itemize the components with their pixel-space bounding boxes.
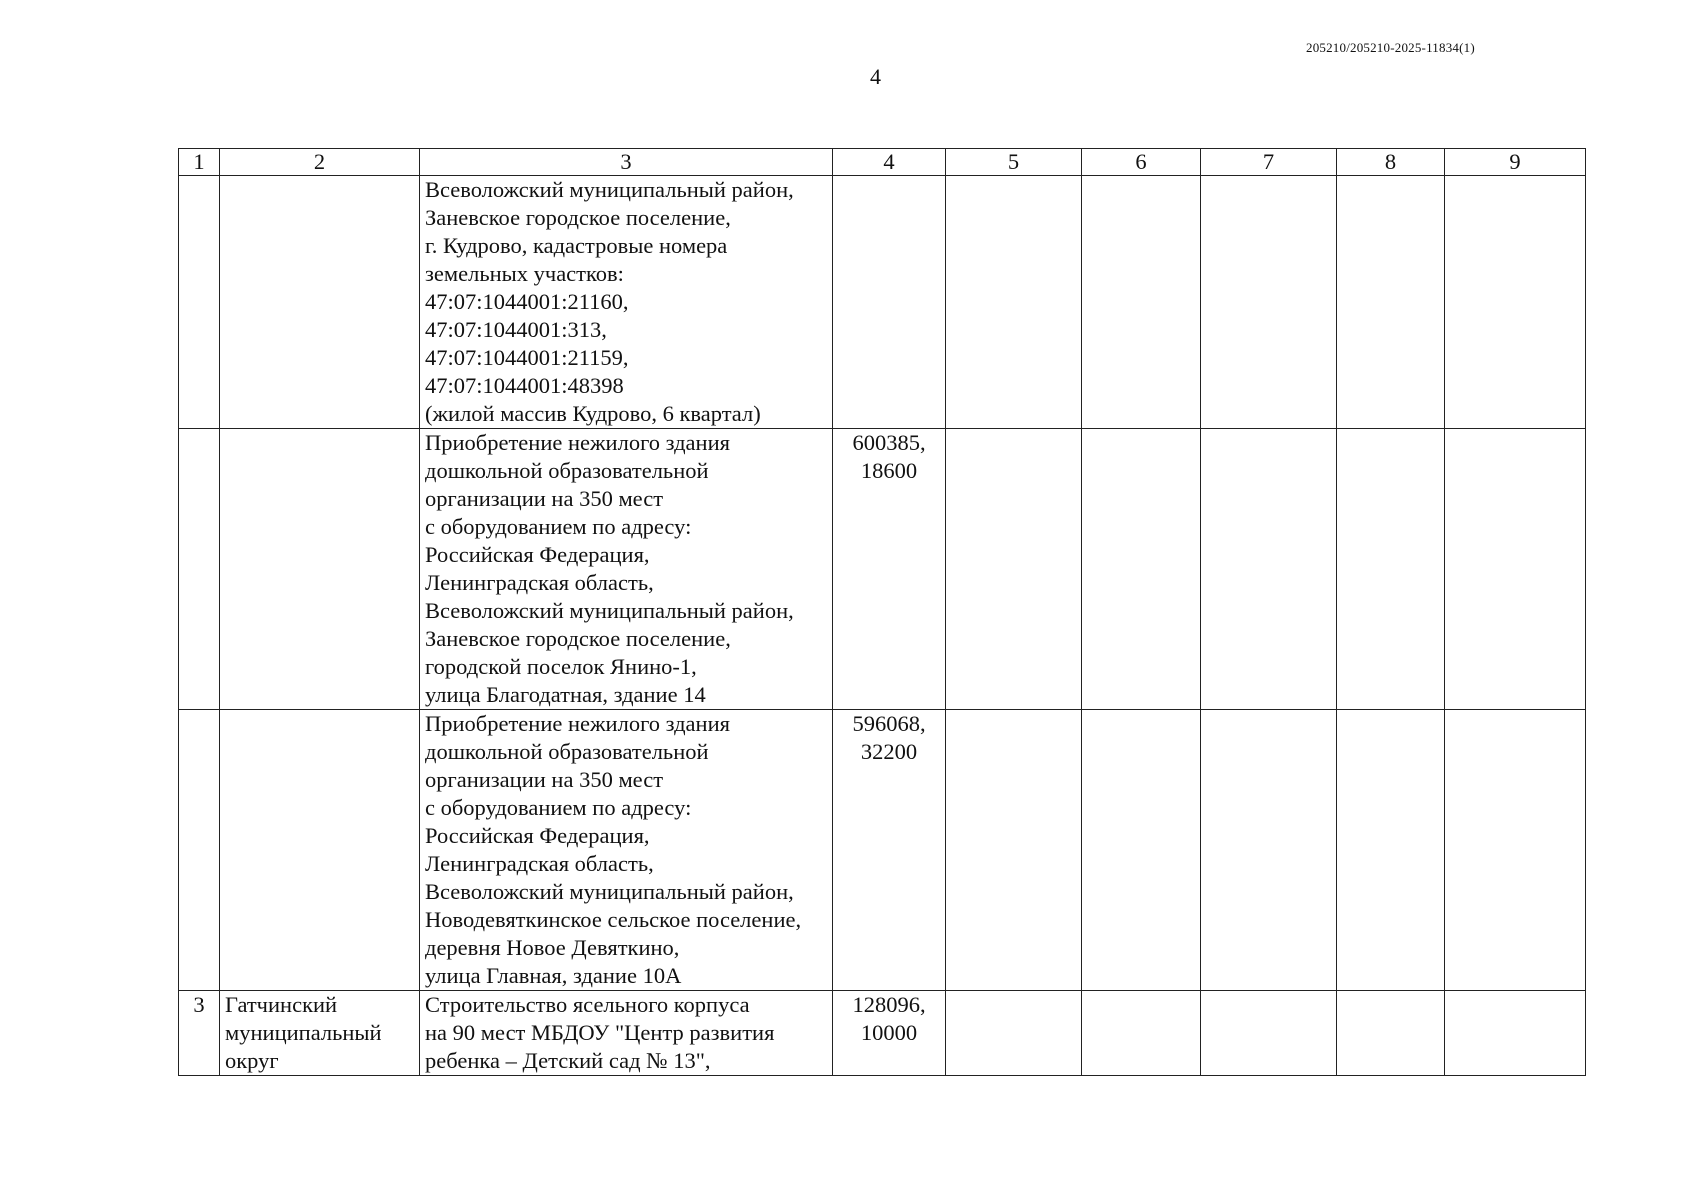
empty-cell [1082, 991, 1201, 1076]
district-cell [220, 429, 420, 710]
district-line: муниципальный [225, 1020, 382, 1045]
description-line: Всеволожский муниципальный район, [425, 598, 794, 623]
description-line: Ленинградская область, [425, 570, 654, 595]
empty-cell [946, 991, 1082, 1076]
description-line: Всеволожский муниципальный район, [425, 879, 794, 904]
empty-cell [1201, 710, 1337, 991]
column-header: 6 [1082, 149, 1201, 176]
row-number-cell: 3 [179, 991, 220, 1076]
district-line: округ [225, 1048, 279, 1073]
empty-cell [1082, 710, 1201, 991]
description-line: дошкольной образовательной [425, 458, 709, 483]
description-line: дошкольной образовательной [425, 739, 709, 764]
description-cell [420, 991, 833, 1076]
empty-cell [1337, 429, 1445, 710]
description-line: Приобретение нежилого здания [425, 711, 730, 736]
description-line: Заневское городское поселение, [425, 626, 731, 651]
description-line: г. Кудрово, кадастровые номера [425, 233, 728, 258]
row-number-cell [179, 176, 220, 429]
amount-cell [833, 176, 946, 429]
column-header: 2 [220, 149, 420, 176]
amount-line: 10000 [860, 1020, 918, 1045]
description-line: 47:07:1044001:48398 [425, 373, 624, 398]
district-cell [220, 710, 420, 991]
description-line: улица Благодатная, здание 14 [425, 682, 706, 707]
empty-cell [1201, 176, 1337, 429]
description-line: 47:07:1044001:313, [425, 317, 607, 342]
empty-cell [1201, 991, 1337, 1076]
description-line: Российская Федерация, [425, 823, 650, 848]
description-line: на 90 мест МБДОУ "Центр развития [425, 1020, 775, 1045]
page-number: 4 [870, 64, 881, 89]
column-header: 1 [179, 149, 220, 176]
description-line: с оборудованием по адресу: [425, 795, 692, 820]
empty-cell [1445, 176, 1586, 429]
description-line: деревня Новое Девяткино, [425, 935, 680, 960]
description-cell [420, 176, 833, 429]
description-line: Строительство ясельного корпуса [425, 992, 750, 1017]
empty-cell [946, 176, 1082, 429]
empty-cell [1445, 991, 1586, 1076]
data-table [178, 148, 1586, 1076]
description-line: Всеволожский муниципальный район, [425, 177, 794, 202]
description-line: с оборудованием по адресу: [425, 514, 692, 539]
document-registration-number: 205210/205210-2025-11834(1) [1306, 40, 1475, 55]
amount-line: 18600 [860, 458, 918, 483]
table-row [179, 991, 1586, 1076]
table-row [179, 176, 1586, 429]
description-line: Новодевяткинское сельское поселение, [425, 907, 802, 932]
description-cell [420, 710, 833, 991]
description-line: Приобретение нежилого здания [425, 430, 730, 455]
amount-line: 600385, [852, 430, 926, 455]
row-number-cell [179, 710, 220, 991]
column-header: 5 [946, 149, 1082, 176]
amount-cell [833, 991, 946, 1076]
amount-line: 32200 [860, 739, 918, 764]
column-header: 7 [1201, 149, 1337, 176]
empty-cell [1337, 176, 1445, 429]
table-row [179, 710, 1586, 991]
description-line: (жилой массив Кудрово, 6 квартал) [425, 401, 761, 426]
empty-cell [946, 710, 1082, 991]
description-line: земельных участков: [425, 261, 624, 286]
empty-cell [1337, 991, 1445, 1076]
empty-cell [1337, 710, 1445, 991]
row-number-cell [179, 429, 220, 710]
empty-cell [1445, 710, 1586, 991]
column-header: 4 [833, 149, 946, 176]
description-line: организации на 350 мест [425, 767, 664, 792]
description-line: ребенка – Детский сад № 13", [425, 1048, 711, 1073]
amount-cell [833, 710, 946, 991]
district-line: Гатчинский [225, 992, 338, 1017]
empty-cell [1445, 429, 1586, 710]
description-line: Ленинградская область, [425, 851, 654, 876]
description-line: организации на 350 мест [425, 486, 664, 511]
amount-line: 596068, [852, 711, 926, 736]
description-line: 47:07:1044001:21159, [425, 345, 629, 370]
column-header: 8 [1337, 149, 1445, 176]
empty-cell [946, 429, 1082, 710]
description-line: улица Главная, здание 10А [425, 963, 682, 988]
description-line: городской поселок Янино-1, [425, 654, 697, 679]
district-cell [220, 176, 420, 429]
amount-cell [833, 429, 946, 710]
district-cell [220, 991, 420, 1076]
column-number-header-row [179, 149, 1586, 176]
amount-line: 128096, [852, 992, 926, 1017]
description-cell [420, 429, 833, 710]
description-line: Заневское городское поселение, [425, 205, 731, 230]
description-line: 47:07:1044001:21160, [425, 289, 629, 314]
empty-cell [1201, 429, 1337, 710]
column-header: 9 [1445, 149, 1586, 176]
empty-cell [1082, 176, 1201, 429]
table-row [179, 429, 1586, 710]
empty-cell [1082, 429, 1201, 710]
column-header: 3 [420, 149, 833, 176]
description-line: Российская Федерация, [425, 542, 650, 567]
